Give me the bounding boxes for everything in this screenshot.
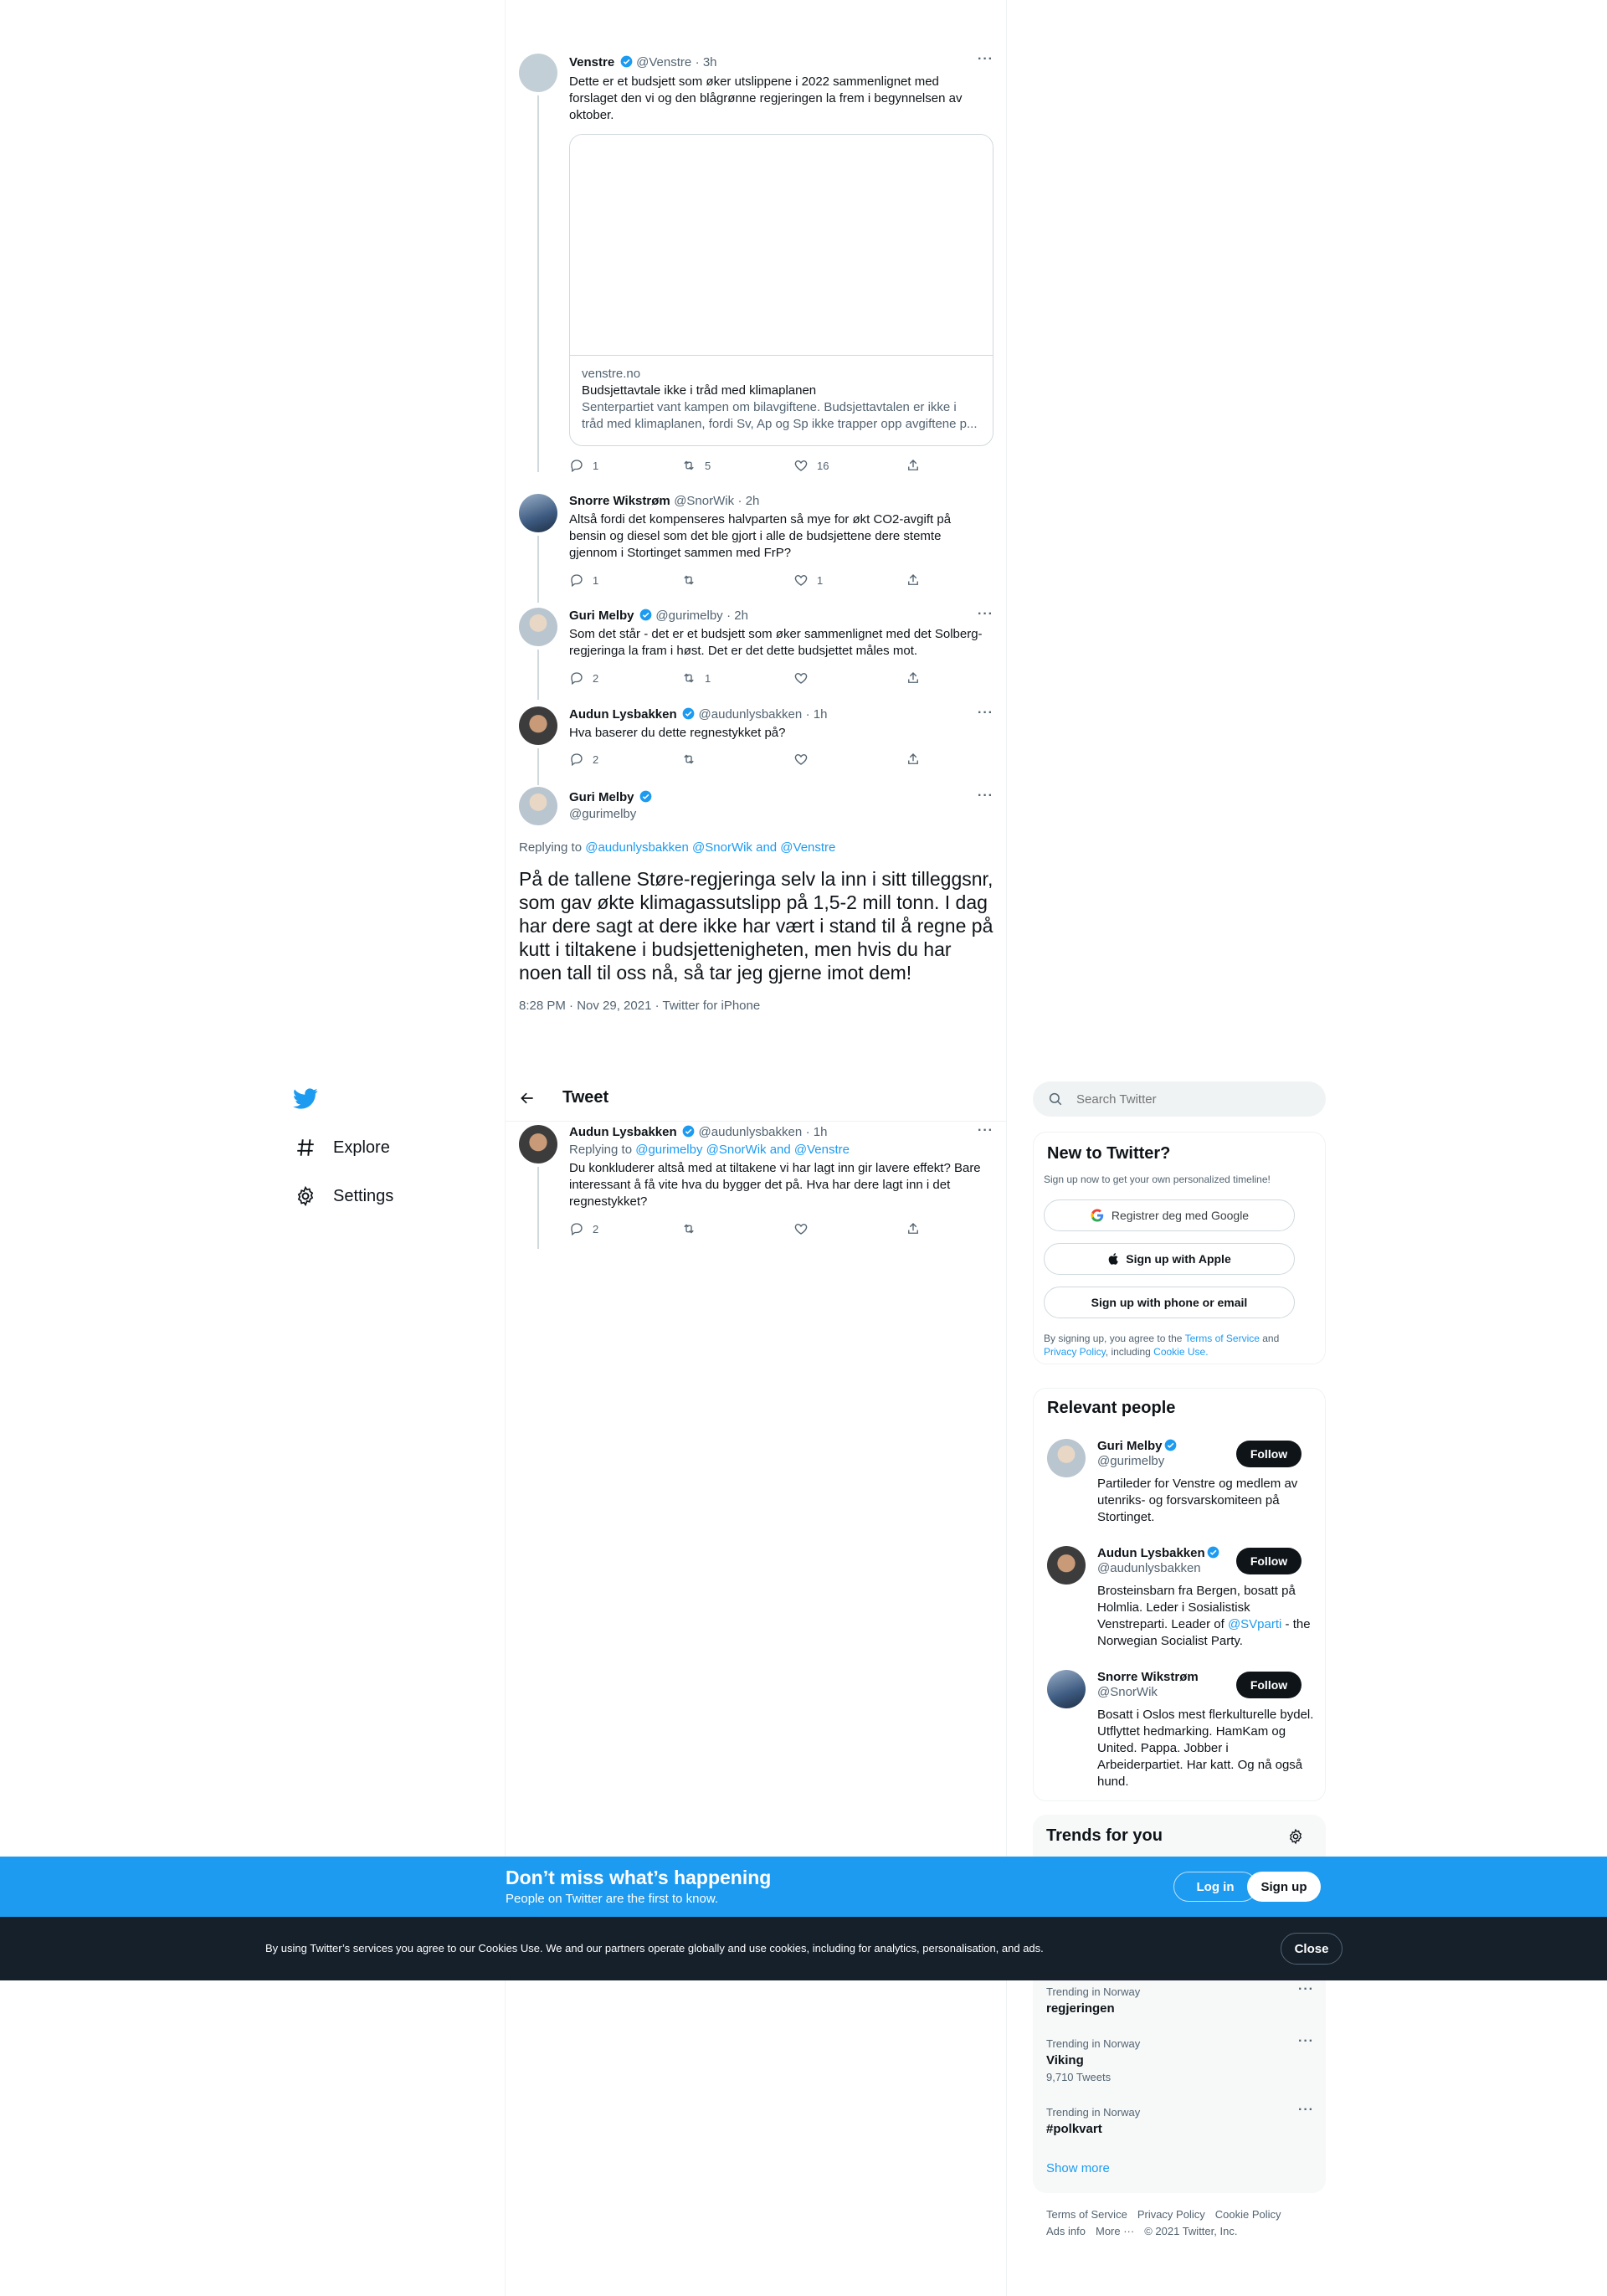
tweet-actions [569, 670, 1018, 686]
share-icon [906, 458, 921, 473]
tweet-header [569, 707, 828, 722]
cookie-link[interactable]: Cookie Use. [1153, 1346, 1209, 1358]
reply-button[interactable] [569, 670, 681, 686]
replying-to-label: Replying to [569, 1143, 636, 1157]
follow-button[interactable]: Follow [1236, 1548, 1302, 1574]
relevant-people-title: Relevant people [1047, 1399, 1176, 1417]
nav-explore[interactable] [295, 1137, 390, 1158]
author-handle[interactable]: @SnorWik [674, 494, 735, 508]
person-bio: Bosatt i Oslos mest flerkulturelle bydel. Utflyttet hedmarking. HamKam og United. Pappa. Jobber i Arbeiderpartiet. Har katt. Og nå også hund. [1097, 1708, 1314, 1789]
more-icon[interactable]: ··· [978, 52, 993, 66]
avatar[interactable] [1047, 1670, 1086, 1708]
avatar[interactable] [519, 706, 557, 745]
retweet-button[interactable] [681, 1221, 793, 1236]
author-name[interactable]: Audun Lysbakken [569, 707, 677, 722]
thread-line [537, 650, 539, 700]
retweet-button[interactable] [681, 670, 793, 686]
signup-banner [0, 1857, 1607, 1917]
author-handle[interactable]: @gurimelby [655, 609, 723, 623]
signup-terms-and: and [1259, 1333, 1280, 1344]
person-handle[interactable]: @audunlysbakken [1097, 1561, 1201, 1575]
author-handle[interactable]: @Venstre [636, 55, 692, 69]
retweet-icon [681, 752, 696, 767]
author-handle[interactable]: @audunlysbakken [698, 1125, 803, 1139]
verified-icon [682, 707, 695, 720]
footer-privacy-link[interactable]: Privacy Policy [1137, 2208, 1205, 2221]
author-name[interactable]: Guri Melby [569, 609, 634, 623]
cookie-text: By using Twitter’s services you agree to our Cookies Use. We and our partners operate globally and use cookies, including for analytics, personalisation, and ads. [265, 1942, 1044, 1954]
signup-button[interactable]: Sign up [1247, 1872, 1321, 1902]
avatar[interactable] [1047, 1439, 1086, 1477]
footer-copyright: © 2021 Twitter, Inc. [1144, 2225, 1238, 2237]
search-input[interactable] [1076, 1092, 1294, 1107]
footer-cookie-link[interactable]: Cookie Policy [1214, 2208, 1281, 2221]
reply-count: 2 [593, 671, 599, 685]
tweet-actions [569, 752, 1018, 767]
avatar[interactable] [519, 494, 557, 532]
verified-icon [620, 55, 633, 68]
retweet-button[interactable] [681, 458, 793, 473]
reply-button[interactable] [569, 573, 681, 588]
avatar[interactable] [519, 608, 557, 646]
nav-settings[interactable] [295, 1185, 393, 1207]
verified-icon [1207, 1546, 1219, 1559]
page-title: Tweet [562, 1088, 609, 1107]
main-tweet-text: På de tallene Støre-regjeringa selv la inn i sitt tilleggsnr, som gav økte klimagassutslipp på 1,5-2 mill tonn. I dag har dere sagt at dere ikke har vært i stand til å regne på kutt i tiltakene i budsjettenigheten, men hvis du har noen tall til oss nå, så tar jeg gjerne imot dem! [519, 868, 993, 984]
share-icon [906, 573, 921, 588]
thread-line [537, 95, 539, 472]
tweet-header [569, 494, 759, 509]
thread-line [537, 536, 539, 603]
google-signup-button[interactable] [1044, 1199, 1295, 1231]
share-icon [906, 752, 921, 767]
footer-ads-link[interactable]: Ads info [1046, 2225, 1086, 2237]
person-handle[interactable]: @gurimelby [1097, 1454, 1165, 1468]
tweet-header [569, 609, 748, 624]
share-button[interactable] [906, 670, 1018, 686]
tweet-actions [569, 573, 1018, 588]
person-handle[interactable]: @SnorWik [1097, 1685, 1158, 1699]
trend-meta: Trending in Norway [1046, 2037, 1141, 2050]
link-card-title: Budsjettavtale ikke i tråd med klimaplanen [582, 383, 817, 398]
replying-to [519, 840, 835, 855]
person-name[interactable]: Guri Melby [1097, 1439, 1163, 1453]
retweet-icon [681, 573, 696, 588]
avatar[interactable] [519, 1125, 557, 1163]
reply-count: 1 [593, 459, 599, 472]
heart-icon [793, 752, 809, 767]
reply-icon [569, 670, 584, 686]
like-button[interactable] [793, 573, 906, 588]
link-card[interactable] [569, 134, 993, 446]
author-name[interactable]: Audun Lysbakken [569, 1125, 677, 1139]
reply-count: 2 [593, 752, 599, 766]
nav-settings-label: Settings [333, 1186, 394, 1205]
replying-to-users[interactable]: @gurimelby @SnorWik and @Venstre [635, 1143, 850, 1157]
retweet-icon [681, 670, 696, 686]
retweet-button[interactable] [681, 752, 793, 767]
signup-title: New to Twitter? [1047, 1144, 1171, 1163]
privacy-link[interactable]: Privacy Policy [1044, 1346, 1106, 1358]
heart-icon [793, 670, 809, 686]
tweet-time[interactable]: · 3h [695, 55, 717, 69]
search-box[interactable] [1033, 1081, 1326, 1117]
heart-icon [793, 573, 809, 588]
reply-button[interactable] [569, 458, 681, 473]
terms-link[interactable]: Terms of Service [1184, 1333, 1260, 1344]
like-button[interactable] [793, 458, 906, 473]
tweet-time[interactable]: · 1h [805, 707, 828, 722]
trends-title: Trends for you [1046, 1826, 1163, 1845]
more-icon[interactable]: ··· [1298, 1982, 1314, 1996]
header-divider [506, 1121, 1006, 1122]
tweet-text: Dette er et budsjett som øker utslippene i 2022 sammenlignet med forslaget den vi og den blågrønne regjeringen la frem i begynnelsen av oktober. [569, 74, 963, 122]
author-handle[interactable]: @audunlysbakken [698, 707, 803, 722]
reply-button[interactable] [569, 1221, 681, 1236]
tweet-actions [569, 1221, 1018, 1236]
tweet-text: Altså fordi det kompenseres halvparten så mye for økt CO2-avgift på bensin og diesel som det ble gjort i alle de budsjettene dere stemte gjennom i Stortinget sammen med FrP? [569, 512, 952, 560]
verified-icon [682, 1125, 695, 1138]
signup-terms-prefix: By signing up, you agree to the [1044, 1333, 1185, 1344]
reply-icon [569, 1221, 584, 1236]
tweet-time[interactable]: · 2h [737, 494, 760, 508]
footer-links [1046, 2206, 1314, 2240]
like-count: 16 [817, 459, 829, 472]
replying-to-label: Replying to [519, 840, 586, 855]
retweet-count: 1 [705, 671, 711, 685]
share-button[interactable] [906, 458, 1018, 473]
trend-item[interactable] [1046, 2103, 1314, 2136]
share-button[interactable] [906, 573, 1018, 588]
like-button[interactable] [793, 670, 906, 686]
more-icon[interactable]: ··· [978, 1123, 993, 1138]
phone-signup-button[interactable] [1044, 1287, 1295, 1318]
tweet-time[interactable]: · 2h [726, 609, 748, 623]
retweet-count: 5 [705, 459, 711, 472]
avatar[interactable] [1047, 1546, 1086, 1585]
show-more-link[interactable]: Show more [1046, 2161, 1110, 2175]
heart-icon [793, 458, 809, 473]
phone-signup-label: Sign up with phone or email [1091, 1296, 1248, 1309]
reply-icon [569, 752, 584, 767]
verified-icon [1164, 1439, 1177, 1451]
retweet-icon [681, 1221, 696, 1236]
follow-button[interactable]: Follow [1236, 1441, 1302, 1467]
person-bio-text: - the Norwegian Socialist Party. [1097, 1617, 1311, 1648]
more-icon[interactable]: ··· [1298, 2103, 1314, 2117]
share-button[interactable] [906, 752, 1018, 767]
page-header [519, 1088, 608, 1107]
apple-signup-button[interactable] [1044, 1243, 1295, 1275]
author-name[interactable]: Venstre [569, 55, 615, 69]
person-bio-text: Brosteinsbarn fra Bergen, bosatt på Holmlia. Leder i Sosialistisk Venstreparti. Leader of [1097, 1584, 1296, 1631]
google-signup-label: Registrer deg med Google [1111, 1209, 1250, 1222]
trend-item[interactable] [1046, 1982, 1314, 2016]
trend-meta: Trending in Norway [1046, 2106, 1141, 2119]
apple-icon [1107, 1251, 1121, 1266]
person-bio [1097, 1583, 1315, 1650]
person-bio-link[interactable]: @SVparti [1227, 1617, 1282, 1631]
main-tweet-author [569, 790, 652, 821]
verified-icon [639, 609, 652, 621]
tweet-actions [569, 458, 1018, 473]
relevant-people-panel [1033, 1388, 1326, 1801]
replying-to-users[interactable]: @audunlysbakken @SnorWik and @Venstre [585, 840, 836, 855]
trend-meta: Trending in Norway [1046, 1985, 1141, 1998]
tweet-time[interactable]: · 1h [805, 1125, 828, 1139]
back-arrow-icon[interactable] [519, 1090, 536, 1107]
share-button[interactable] [906, 1221, 1018, 1236]
author-name[interactable]: Guri Melby [569, 790, 634, 804]
twitter-logo-icon[interactable] [293, 1086, 318, 1111]
like-button[interactable] [793, 752, 906, 767]
reply-icon [569, 458, 584, 473]
share-icon [906, 670, 921, 686]
footer-terms-link[interactable]: Terms of Service [1046, 2208, 1127, 2221]
reply-count: 1 [593, 573, 599, 587]
tweet-header [569, 1125, 828, 1140]
trend-item[interactable] [1046, 2034, 1314, 2083]
link-card-image [570, 135, 993, 356]
signup-terms [1044, 1332, 1312, 1359]
heart-icon [793, 1221, 809, 1236]
footer-more-link[interactable]: More ··· [1095, 2225, 1135, 2237]
banner-subtitle: People on Twitter are the first to know. [506, 1892, 719, 1906]
hashtag-icon [295, 1137, 316, 1158]
person-name[interactable]: Audun Lysbakken [1097, 1546, 1205, 1560]
tweet-text: Som det står - det er et budsjett som øker sammenlignet med det Solberg-regjeringa la fram i høst. Det er det dette budsjettet måles mot. [569, 627, 983, 658]
signup-terms-including: , including [1105, 1346, 1154, 1358]
signup-panel [1033, 1132, 1326, 1364]
more-icon[interactable]: ··· [978, 607, 993, 621]
thread-line [537, 1167, 539, 1249]
follow-button[interactable]: Follow [1236, 1672, 1302, 1698]
retweet-icon [681, 458, 696, 473]
person-name[interactable]: Snorre Wikstrøm [1097, 1670, 1199, 1684]
reply-button[interactable] [569, 752, 681, 767]
reply-icon [569, 573, 584, 588]
share-icon [906, 1221, 921, 1236]
more-icon[interactable]: ··· [1298, 2034, 1314, 2048]
replying-to [569, 1143, 850, 1157]
verified-icon [639, 790, 652, 803]
link-card-domain: venstre.no [582, 367, 641, 381]
gear-icon [295, 1185, 316, 1207]
trend-name: regjeringen [1046, 2001, 1115, 2016]
avatar[interactable] [519, 787, 557, 825]
author-handle[interactable]: @gurimelby [569, 807, 637, 821]
cookie-bar [0, 1917, 1607, 1980]
google-icon [1090, 1208, 1105, 1223]
like-count: 1 [817, 573, 824, 587]
link-card-description: Senterpartiet vant kampen om bilavgiftene. Budsjettavtalen er ikke i tråd med klimaplanen, fordi Sv, Ap og Sp ikke trapper opp avgiftene p... [582, 400, 978, 431]
banner-title: Don’t miss what’s happening [506, 1867, 772, 1888]
tweet-text: Hva baserer du dette regnestykket på? [569, 726, 786, 740]
signup-subtitle: Sign up now to get your own personalized timeline! [1044, 1174, 1271, 1185]
nav-explore-label: Explore [333, 1138, 390, 1157]
reply-count: 2 [593, 1222, 599, 1235]
tweet-timestamp[interactable]: 8:28 PM · Nov 29, 2021 · Twitter for iPhone [519, 999, 761, 1013]
trend-name: Viking [1046, 2053, 1084, 2067]
avatar[interactable] [519, 54, 557, 92]
more-icon[interactable]: ··· [978, 788, 993, 803]
apple-signup-label: Sign up with Apple [1126, 1252, 1231, 1266]
search-icon [1048, 1091, 1063, 1107]
trend-name: #polkvart [1046, 2122, 1102, 2136]
cookie-close-button[interactable]: Close [1281, 1933, 1343, 1965]
gear-icon[interactable] [1287, 1828, 1304, 1845]
tweet-text: Du konkluderer altså med at tiltakene vi har lagt inn gir lavere effekt? Bare interessant å få vite hva du bygger det på. Hva har dere lagt inn i det regnestykket? [569, 1161, 981, 1209]
thread-line [537, 748, 539, 785]
trend-count: 9,710 Tweets [1046, 2071, 1112, 2083]
person-bio: Partileder for Venstre og medlem av utenriks- og forsvarskomiteen på Stortinget. [1097, 1477, 1298, 1524]
like-button[interactable] [793, 1221, 906, 1236]
tweet-header [569, 55, 717, 70]
retweet-button[interactable] [681, 573, 793, 588]
login-button[interactable]: Log in [1173, 1872, 1257, 1902]
more-icon[interactable]: ··· [978, 706, 993, 720]
author-name[interactable]: Snorre Wikstrøm [569, 494, 670, 508]
